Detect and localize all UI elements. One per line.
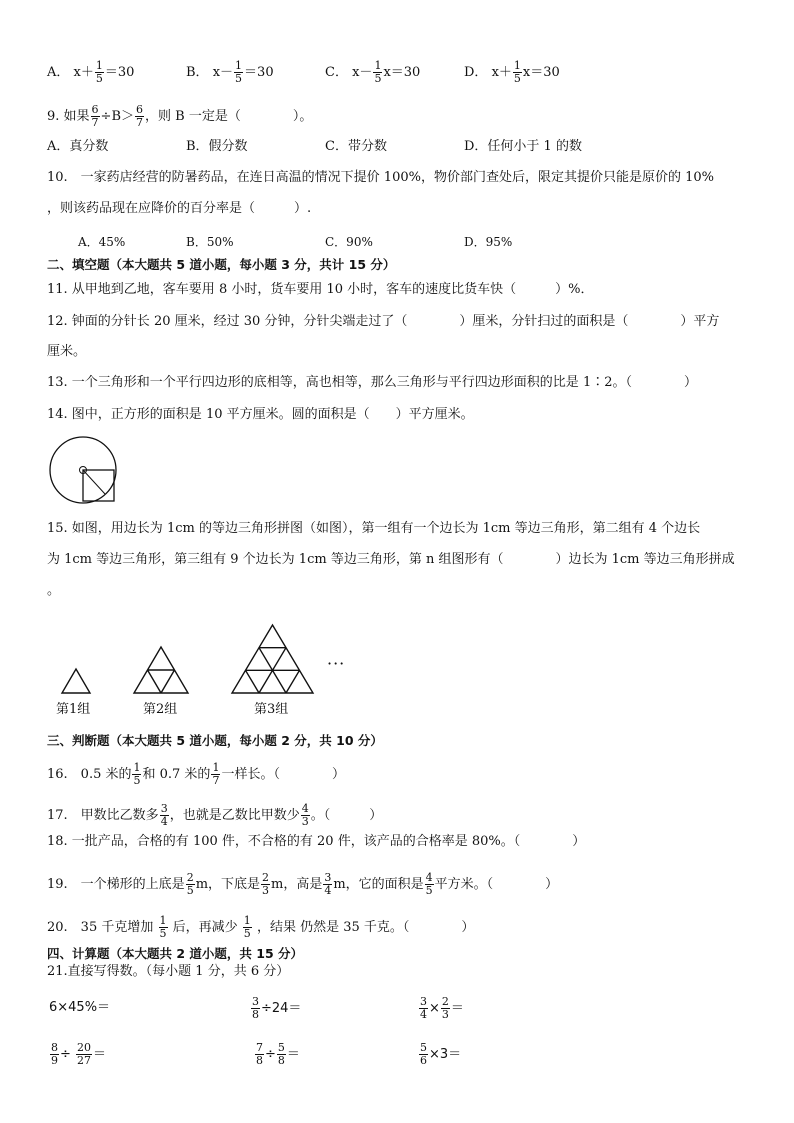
q12-line2: 厘米。 xyxy=(47,344,87,359)
q10-line2: ，则该药品现在应降价的百分率是（ ）. xyxy=(47,201,312,216)
group-3-label: 第3组 xyxy=(254,702,289,717)
q9-option-a: A．真分数 xyxy=(47,139,109,154)
q17: 17. 甲数比乙数多 $\frac{3}{4}$ ，也就是乙数比甲数少 $\frac{4}{3}$ 。（ ） xyxy=(47,802,383,828)
q10-option-c: C．90% xyxy=(325,235,373,249)
ellipsis: ··· xyxy=(327,654,346,673)
triangle-group-1 xyxy=(62,669,90,693)
q9-option-d: D．任何小于 1 的数 xyxy=(464,139,582,154)
q9-option-c: C．带分数 xyxy=(325,139,387,154)
section-2-heading: 二、填空题（本大题共 5 道小题，每小题 3 分，共计 15 分） xyxy=(47,257,396,272)
triangle-group-3 xyxy=(232,625,313,693)
q18: 18. 一批产品，合格的有 100 件，不合格的有 20 件，该产品的合格率是 80%。（ ） xyxy=(47,834,586,849)
calc-3: $\frac{3}{4}$ × $\frac{2}{3}$ ＝ xyxy=(420,995,464,1021)
q14: 14. 图中，正方形的面积是 10 平方厘米。圆的面积是（ ）平方厘米。 xyxy=(47,407,474,422)
q16: 16. 0.5 米的 $\frac{1}{5}$ 和 0.7 米的 $\frac{1}{7}$ 一样长。（ ） xyxy=(47,761,345,787)
q10-option-a: A．45% xyxy=(78,235,126,249)
q15-line3: 。 xyxy=(47,583,61,598)
q13: 13. 一个三角形和一个平行四边形的底相等，高也相等，那么三角形与平行四边形面积的比是 1∶2。（ ） xyxy=(47,375,697,390)
q21-title: 21.直接写得数。（每小题 1 分，共 6 分） xyxy=(47,964,290,979)
section-3-heading: 三、判断题（本大题共 5 道小题，每小题 2 分，共 10 分） xyxy=(47,733,383,748)
calc-6: $\frac{5}{6}$ ×3＝ xyxy=(420,1041,462,1067)
q9-stem: 9. 如果 $\frac{6}{7}$ ÷B＞ $\frac{6}{7}$ ，则 B 一定是（ ）。 xyxy=(47,103,313,129)
q8-option-a: A． x＋ $\frac{1}{5}$ ＝30 xyxy=(47,59,135,85)
q19: 19. 一个梯形的上底是 $\frac{2}{5}$ m，下底是 $\frac{2}{3}$ m，高是 $\frac{3}{4}$ m，它的面积是 $\frac{4}{5}$ 平方米。（ ） xyxy=(47,871,559,897)
q10-option-b: B．50% xyxy=(186,235,234,249)
circle-square-figure xyxy=(47,436,127,508)
q8-option-b: B． x－ $\frac{1}{5}$ ＝30 xyxy=(186,59,274,85)
q8-option-c: C． x－ $\frac{1}{5}$ x＝30 xyxy=(325,59,421,85)
q20: 20. 35 千克增加 $\frac{1}{5}$ 后，再减少 $\frac{1}{5}$ ，结果 仍然是 35 千克。（ ） xyxy=(47,914,475,940)
group-2-label: 第2组 xyxy=(143,702,178,717)
group-1-label: 第1组 xyxy=(56,702,91,717)
calc-5: $\frac{7}{8}$ ÷ $\frac{5}{8}$ ＝ xyxy=(256,1041,300,1067)
q15-line1: 15. 如图，用边长为 1cm 的等边三角形拼图（如图），第一组有一个边长为 1cm 等边三角形，第二组有 4 个边长 xyxy=(47,521,701,536)
calc-4: $\frac{8}{9}$ ÷ $\frac{20}{27}$ ＝ xyxy=(51,1041,107,1067)
q10-option-d: D．95% xyxy=(464,235,513,249)
triangle-group-2 xyxy=(134,647,188,693)
q8-option-d: D． x＋ $\frac{1}{5}$ x＝30 xyxy=(464,59,560,85)
q10-line1: 10. 一家药店经营的防暑药品，在连日高温的情况下提价 100%，物价部门查处后，限定其提价只能是原价的 10% xyxy=(47,170,714,185)
q12-line1: 12. 钟面的分针长 20 厘米，经过 30 分钟，分针尖端走过了（ ）厘米，分针扫过的面积是（ ）平方 xyxy=(47,314,720,329)
radius-line xyxy=(83,470,105,494)
calc-2: $\frac{3}{8}$ ÷24＝ xyxy=(252,995,302,1021)
calc-1: 6×45%＝ xyxy=(49,1000,111,1015)
q11: 11. 从甲地到乙地，客车要用 8 小时，货车要用 10 小时，客车的速度比货车快（ ）%． xyxy=(47,282,594,297)
q15-line2: 为 1cm 等边三角形，第三组有 9 个边长为 1cm 等边三角形，第 n 组图形有（ ）边长为 1cm 等边三角形拼成 xyxy=(47,552,735,567)
q9-option-b: B．假分数 xyxy=(186,139,248,154)
section-4-heading: 四、计算题（本大题共 2 道小题，共 15 分） xyxy=(47,946,304,961)
